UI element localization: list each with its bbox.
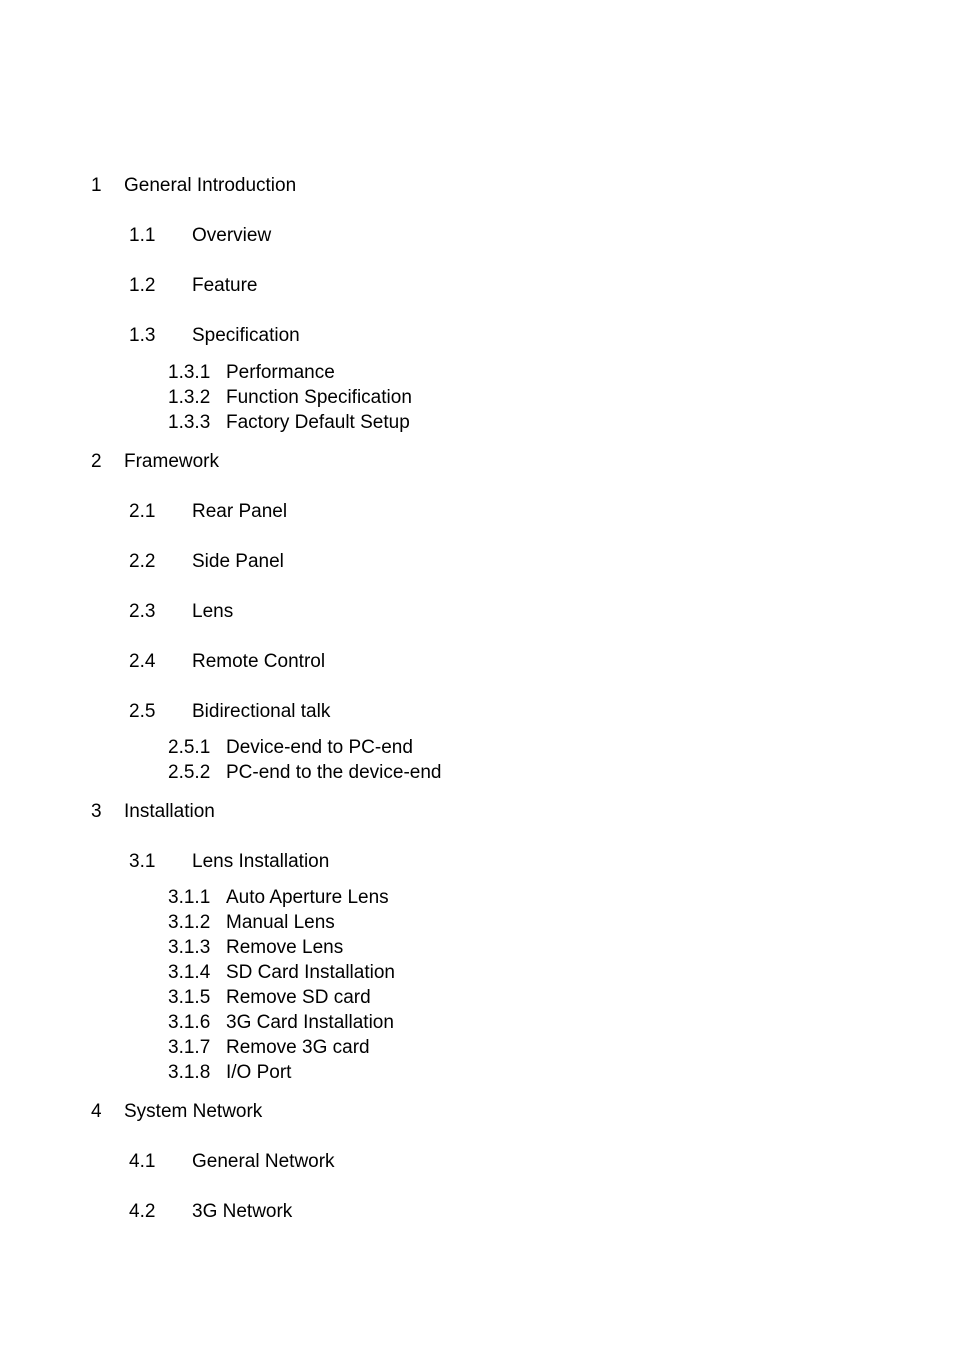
toc-number: 2 [91, 451, 102, 472]
toc-number: 2.2 [129, 551, 156, 572]
toc-title: General Introduction [124, 175, 297, 196]
toc-title: Specification [192, 325, 300, 346]
toc-number: 4.1 [129, 1151, 156, 1172]
toc-number: 1 [91, 175, 102, 196]
toc-title: Factory Default Setup [226, 412, 410, 433]
toc-title: Function Specification [226, 387, 412, 408]
toc-title: PC-end to the device-end [226, 762, 442, 783]
toc-title: Auto Aperture Lens [226, 887, 389, 908]
toc-number: 3.1 [129, 851, 156, 872]
toc-title: Remove 3G card [226, 1037, 370, 1058]
toc-title: I/O Port [226, 1062, 292, 1083]
toc-number: 2.1 [129, 501, 156, 522]
toc-title: SD Card Installation [226, 962, 395, 983]
toc-number: 4.2 [129, 1201, 156, 1222]
toc-number: 3.1.2 [168, 912, 211, 933]
toc-title: 3G Network [192, 1201, 293, 1222]
toc-number: 1.3 [129, 325, 156, 346]
toc-title: Framework [124, 451, 220, 472]
toc-title: Remove SD card [226, 987, 371, 1008]
toc-title: Remove Lens [226, 937, 344, 958]
toc-title: Installation [124, 801, 215, 822]
toc-number: 1.3.2 [168, 387, 211, 408]
toc-number: 2.5.1 [168, 737, 211, 758]
toc-number: 3 [91, 801, 102, 822]
toc-title: Feature [192, 275, 258, 296]
toc-number: 4 [91, 1101, 102, 1122]
toc-number: 1.2 [129, 275, 156, 296]
toc-title: Overview [192, 225, 272, 246]
toc-title: Remote Control [192, 651, 326, 672]
toc-number: 1.3.3 [168, 412, 211, 433]
toc-title: Bidirectional talk [192, 701, 331, 722]
toc-number: 2.5 [129, 701, 156, 722]
toc-number: 3.1.5 [168, 987, 211, 1008]
toc-title: Rear Panel [192, 501, 288, 522]
toc-number: 3.1.1 [168, 887, 211, 908]
toc-title: General Network [192, 1151, 335, 1172]
toc-number: 2.5.2 [168, 762, 211, 783]
toc-number: 1.3.1 [168, 362, 211, 383]
toc-number: 3.1.4 [168, 962, 211, 983]
toc-number: 3.1.8 [168, 1062, 211, 1083]
toc-number: 3.1.6 [168, 1012, 211, 1033]
toc-title: 3G Card Installation [226, 1012, 394, 1033]
toc-number: 1.1 [129, 225, 156, 246]
toc-number: 3.1.3 [168, 937, 211, 958]
toc-title: System Network [124, 1101, 263, 1122]
toc-title: Lens [192, 601, 234, 622]
toc-title: Performance [226, 362, 335, 383]
toc-number: 2.3 [129, 601, 156, 622]
toc-number: 3.1.7 [168, 1037, 211, 1058]
toc-number: 2.4 [129, 651, 156, 672]
toc-title: Manual Lens [226, 912, 335, 933]
toc-title: Device-end to PC-end [226, 737, 413, 758]
toc-title: Side Panel [192, 551, 284, 572]
toc-title: Lens Installation [192, 851, 330, 872]
